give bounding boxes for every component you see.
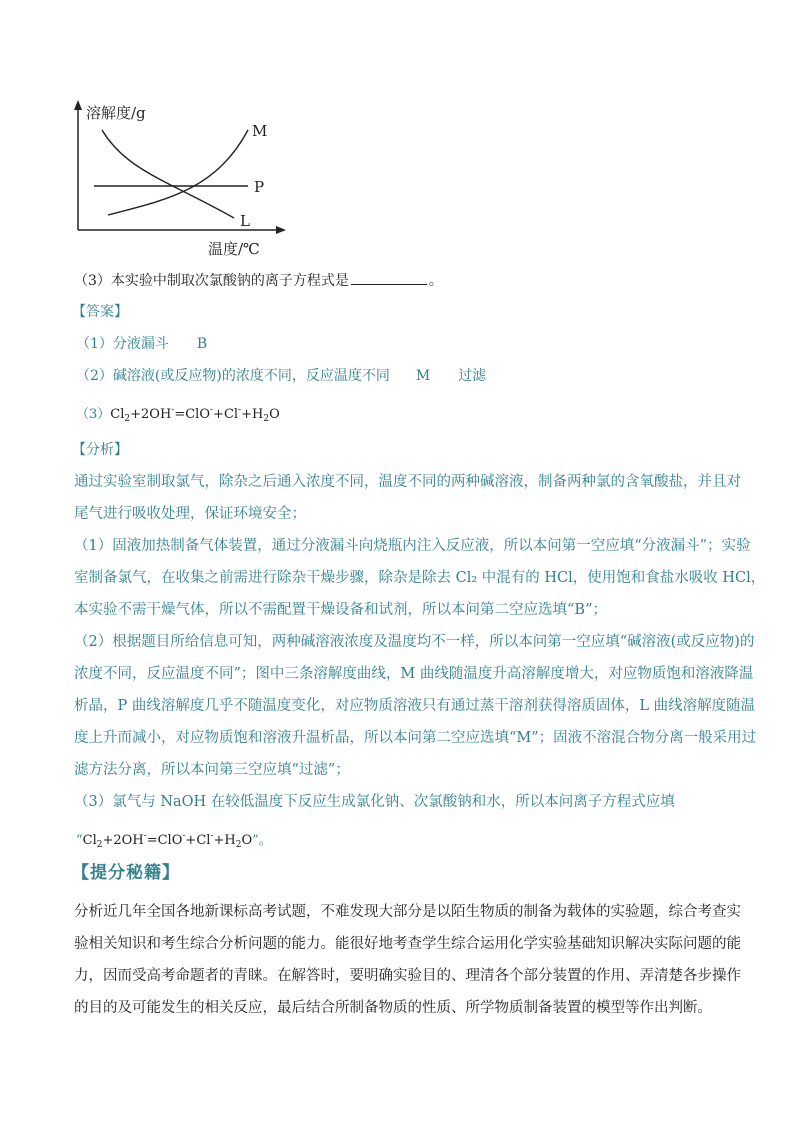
question-3-text: （3）本实验中制取次氯酸钠的离子方程式是 (74, 273, 349, 289)
analysis-line: 室制备氯气，在收集之前需进行除杂干燥步骤，除杂是除去 Cl₂ 中混有的 HCl，使用饱和食盐水吸收 HCl， (74, 570, 766, 586)
analysis-line: （1）固液加热制备气体装置，通过分液漏斗向烧瓶内注入反应液，所以本问第一空应填“分液漏斗”；实验 (74, 538, 751, 554)
y-axis-arrow (74, 100, 82, 110)
analysis-line: 通过实验室制取氯气，除杂之后通入浓度不同，温度不同的两种碱溶液，制备两种氯的含氧酸盐，并且对 (74, 474, 741, 490)
answer-3-prefix: （3） (76, 407, 111, 422)
question-3 (74, 270, 443, 291)
analysis-body (74, 466, 766, 818)
answer-2-choice: M (415, 368, 431, 384)
answer-2-method: 过滤 (458, 368, 487, 384)
analysis-line: 析晶，P 曲线溶解度几乎不随温度变化，对应物质溶液只有通过蒸干溶剂获得溶质固体，L 曲线溶解度随温 (74, 698, 756, 714)
tips-body (74, 896, 741, 1024)
solubility-graph (66, 100, 296, 260)
tips-line: 力，因而受高考命题者的青睐。在解答时，要明确实验目的、理清各个部分装置的作用、弄清楚各步操作 (74, 968, 741, 984)
curve-label-p: P (254, 178, 265, 196)
y-axis-label: 溶解度/g (86, 104, 146, 122)
answer-header: 【答案】 (72, 304, 128, 320)
curve-label-l: L (240, 212, 250, 230)
curve-label-m: M (252, 122, 268, 140)
analysis-line: 滤方法分离，所以本问第三空应填“过滤”； (74, 762, 350, 778)
analysis-line: 浓度不同，反应温度不同”；图中三条溶解度曲线，M 曲线随温度升高溶解度增大，对应物质饱和溶液降温 (74, 666, 754, 682)
analysis-line: （2）根据题目所给信息可知，两种碱溶液浓度及温度均不一样，所以本问第一空应填“碱溶液(或反应物)的 (74, 634, 755, 650)
analysis-header: 【分析】 (72, 442, 128, 458)
analysis-line: 本实验不需干燥气体，所以不需配置干燥设备和试剂，所以本问第二空应选填“B”； (74, 602, 607, 618)
analysis-final-equation: “$Cl_2+2OH^-=ClO^-+Cl^-+H_2O$”。 (76, 831, 272, 850)
answer-3-equation: $Cl_2+2OH^-=ClO^-+Cl^-+H_2O$ (110, 405, 280, 424)
x-axis-arrow (276, 226, 286, 234)
tips-line: 分析近几年全国各地新课标高考试题，不难发现大部分是以陌生物质的制备为载体的实验题，综合考查实 (74, 904, 741, 920)
curve-l (102, 130, 234, 218)
solubility-figure (66, 100, 296, 260)
answer-2 (76, 366, 486, 386)
tips-header: 【提分秘籍】 (72, 863, 180, 883)
answer-1 (76, 334, 207, 354)
analysis-line: （3）氯气与 NaOH 在较低温度下反应生成氯化钠、次氯酸钠和水，所以本问离子方程式应填 (74, 794, 675, 810)
question-3-end: 。 (428, 273, 443, 289)
analysis-line: 度上升而减小，对应物质饱和溶液升温析晶，所以本问第二空应选填“M”；固液不溶混合物分离一般采用过 (74, 730, 757, 746)
curve-m (108, 130, 248, 215)
answer-3 (76, 400, 280, 429)
answer-blank (351, 270, 427, 285)
tips-line: 验相关知识和考生综合分析问题的能力。能很好地考查学生综合运用化学实验基础知识解决实际问题的能 (74, 936, 741, 952)
x-axis-label: 温度/℃ (208, 240, 260, 258)
tips-line: 的目的及可能发生的相关反应，最后结合所制备物质的性质、所学物质制备装置的模型等作出判断。 (74, 1000, 712, 1016)
analysis-line: 尾气进行吸收处理，保证环境安全； (74, 506, 306, 522)
answer-1-text: （1）分液漏斗 (76, 336, 169, 352)
answer-2-text: （2）碱溶液(或反应物)的浓度不同，反应温度不同 (76, 368, 390, 384)
answer-1-choice: B (196, 336, 208, 352)
